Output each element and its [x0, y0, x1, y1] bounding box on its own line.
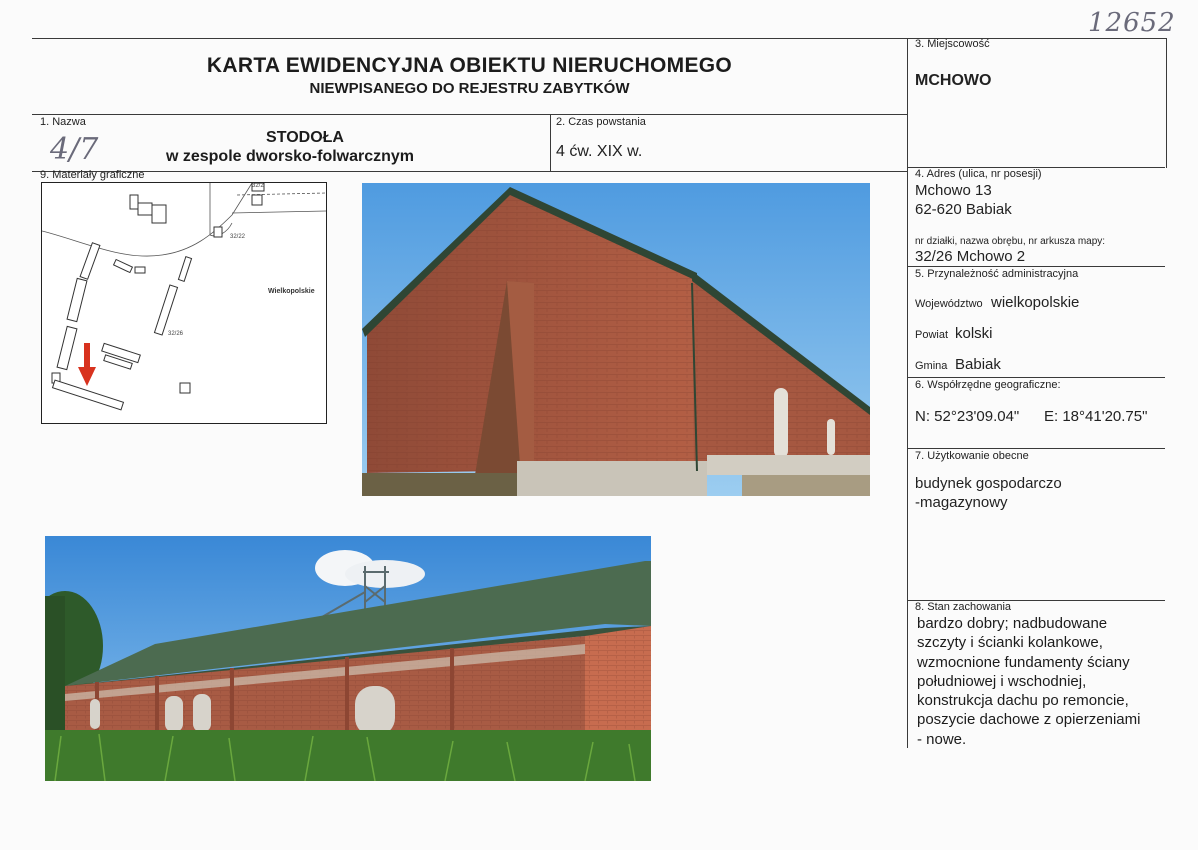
handwritten-number: 4/7 — [50, 132, 99, 167]
condition-line: południowej i wschodniej, — [917, 672, 1087, 690]
condition-line: bardzo dobry; nadbudowane — [917, 615, 1108, 632]
barn-photo-gable — [362, 183, 870, 496]
field-4-label: 4. Adres (ulica, nr posesji) — [915, 168, 1042, 180]
plot-value: 32/26 Mchowo 2 — [915, 248, 1026, 265]
right-edge-line — [1166, 38, 1167, 168]
county-value: kolski — [955, 325, 993, 342]
address-line-1: Mchowo 13 — [915, 182, 992, 199]
voivodeship-value: wielkopolskie — [991, 294, 1080, 311]
condition-line: - nowe. — [917, 730, 967, 748]
condition-text — [917, 614, 1140, 749]
barn-photo-side — [45, 536, 651, 781]
commune-label: Gmina — [915, 360, 948, 372]
name-row-bottom-line — [32, 171, 907, 172]
right-column-divider — [907, 38, 908, 748]
voivodeship-label: Województwo — [915, 298, 983, 310]
archive-number: 12652 — [1088, 8, 1176, 38]
county-label: Powiat — [915, 329, 949, 341]
page-subtitle: NIEWPISANEGO DO REJESTRU ZABYTKÓW — [309, 80, 630, 97]
field-7-label: 7. Użytkowanie obecne — [915, 450, 1029, 462]
map-region-label: Wielkopolskie — [268, 288, 315, 295]
field-6-label: 6. Współrzędne geograficzne: — [915, 379, 1061, 391]
condition-line: konstrukcja dachu po remoncie, — [917, 692, 1129, 710]
field-2-label: 2. Czas powstania — [556, 116, 646, 128]
top-border — [32, 38, 1167, 39]
longitude: E: 18°41'20.75" — [1044, 408, 1148, 425]
field-8-label: 8. Stan zachowania — [915, 601, 1012, 613]
usage-line-2: -magazynowy — [915, 494, 1008, 511]
sep-field-6 — [907, 377, 1165, 378]
header-bottom-line — [32, 114, 907, 115]
latitude: N: 52°23'09.04" — [915, 408, 1020, 425]
construction-time: 4 ćw. XIX w. — [556, 143, 643, 160]
condition-line: szczyty i ścianki kolankowe, — [917, 634, 1103, 652]
cadastral-map — [41, 182, 327, 424]
plot-label: nr działki, nazwa obrębu, nr arkusza mapy: — [915, 236, 1106, 247]
page-title: KARTA EWIDENCYJNA OBIEKTU NIERUCHOMEGO — [206, 54, 733, 77]
condition-line: wzmocnione fundamenty ściany — [917, 653, 1130, 671]
field-9-label: 9. Materiały graficzne — [40, 169, 145, 181]
map-plot-label: 32/26 — [168, 331, 184, 337]
map-plot-label: 32/22 — [230, 234, 246, 240]
field-5-label: 5. Przynależność administracyjna — [915, 268, 1079, 280]
object-name: STODOŁA — [266, 129, 344, 146]
sep-field-5 — [907, 266, 1165, 267]
map-plot-label: 32/2 — [252, 183, 264, 189]
address-line-2: 62-620 Babiak — [915, 201, 1012, 218]
locality: MCHOWO — [915, 72, 992, 89]
sep-field-7 — [907, 448, 1165, 449]
field-3-label: 3. Miejscowość — [915, 38, 990, 50]
location-arrow-icon — [78, 343, 96, 387]
name-time-divider — [550, 114, 551, 171]
commune-value: Babiak — [955, 356, 1001, 373]
field-1-label: 1. Nazwa — [40, 116, 86, 128]
usage-line-1: budynek gospodarczo — [915, 475, 1062, 492]
condition-line: poszycie dachowe z opierzeniami — [917, 711, 1141, 729]
object-complex: w zespole dworsko-folwarcznym — [165, 148, 415, 165]
